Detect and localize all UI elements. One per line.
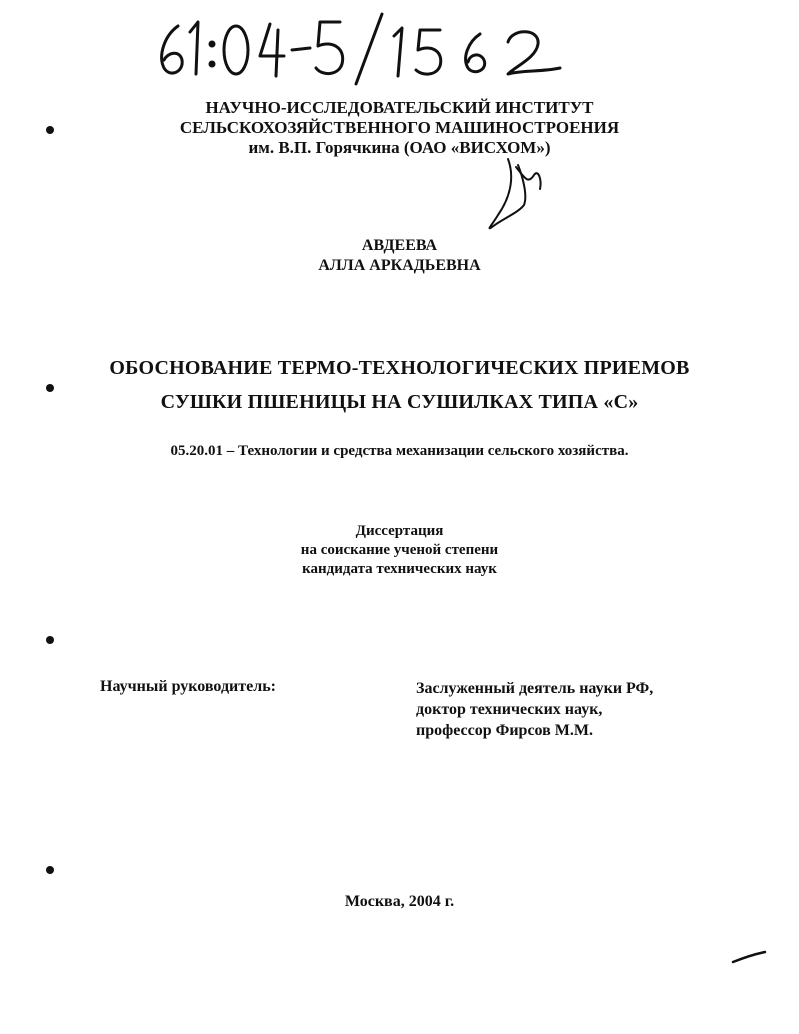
author-block [0,236,799,276]
title-line-1: ОБОСНОВАНИЕ ТЕРМО-ТЕХНОЛОГИЧЕСКИХ ПРИЕМОВ [109,357,690,379]
dissertation-title [0,351,799,419]
supervisor-title-2: доктор технических наук, [416,701,603,718]
city-year: Москва, 2004 г. [344,893,455,910]
specialty-code: 05.20.01 – Технологии и средства механизации сельского хозяйства. [170,443,629,459]
handwritten-archive-number [150,8,580,88]
author-surname: АВДЕЕВА [361,237,438,254]
handwritten-signature [478,155,548,235]
degree-line-1: Диссертация [355,523,444,539]
title-line-2: СУШКИ ПШЕНИЦЫ НА СУШИЛКАХ ТИПА «С» [160,391,639,413]
institute-header [0,98,799,158]
supervisor-info [416,678,653,741]
supervisor-title-1: Заслуженный деятель науки РФ, [416,680,654,697]
institute-line-2: СЕЛЬСКОХОЗЯЙСТВЕННОГО МАШИНОСТРОЕНИЯ [179,118,620,137]
author-given-names: АЛЛА АРКАДЬЕВНА [318,257,481,274]
degree-block [0,522,799,579]
degree-line-2: на соискание ученой степени [300,542,499,558]
supervisor-label: Научный руководитель: [100,678,276,695]
corner-pen-mark [729,948,769,968]
margin-mark-4 [46,866,54,874]
institute-line-3: им. В.П. Горячкина (ОАО «ВИСХОМ») [248,138,551,157]
supervisor-name: профессор Фирсов М.М. [416,722,593,739]
margin-mark-3 [46,636,54,644]
degree-line-3: кандидата технических наук [302,561,497,577]
institute-line-1: НАУЧНО-ИССЛЕДОВАТЕЛЬСКИЙ ИНСТИТУТ [205,98,594,117]
